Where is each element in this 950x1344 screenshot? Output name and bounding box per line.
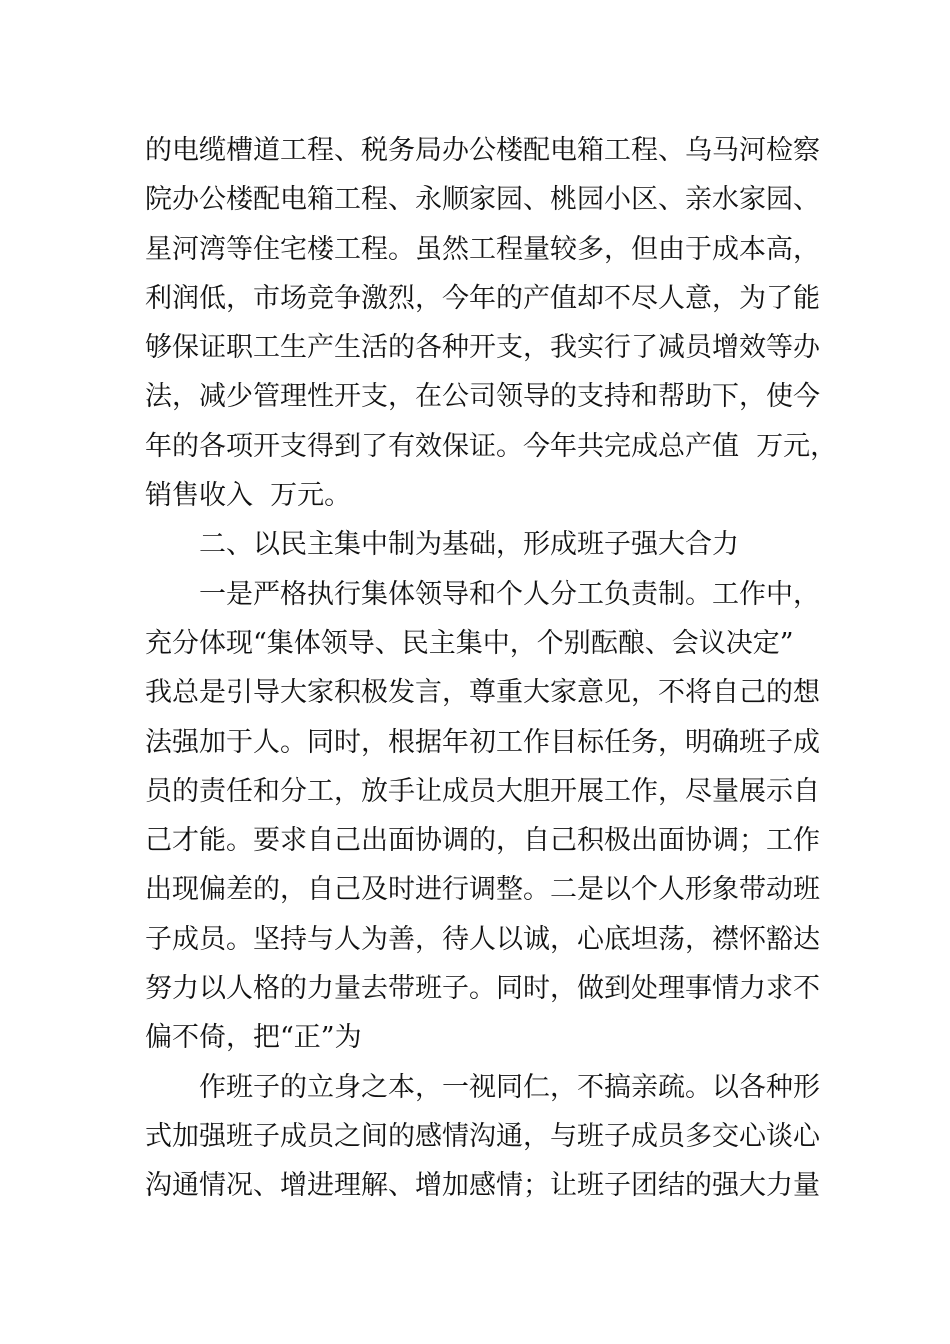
text-line: 员的责任和分工，放手让成员大胆开展工作，尽量展示自 bbox=[145, 775, 820, 807]
text-line: 我总是引导大家积极发言，尊重大家意见，不将自己的想 bbox=[145, 677, 820, 709]
text-line: 偏不倚，把“正”为 bbox=[145, 1022, 362, 1054]
text-line: 利润低，市场竞争激烈，今年的产值却不尽人意，为了能 bbox=[145, 282, 820, 314]
body-text bbox=[145, 126, 838, 1211]
text-line: 院办公楼配电箱工程、永顺家园、桃园小区、亲水家园、 bbox=[145, 184, 820, 216]
text-line: 销售收入 万元。 bbox=[145, 480, 352, 512]
text-line: 子成员。坚持与人为善，待人以诚，心底坦荡，襟怀豁达 bbox=[145, 923, 820, 955]
text-line: 式加强班子成员之间的感情沟通，与班子成员多交心谈心 bbox=[145, 1120, 820, 1152]
text-line: 己才能。要求自己出面协调的，自己积极出面协调；工作 bbox=[145, 825, 820, 857]
text-line: 出现偏差的，自己及时进行调整。二是以个人形象带动班 bbox=[145, 874, 820, 906]
text-line: 法，减少管理性开支，在公司领导的支持和帮助下，使今 bbox=[145, 381, 820, 413]
text-line: 年的各项开支得到了有效保证。今年共完成总产值 万元， bbox=[145, 430, 838, 462]
paragraph-first-line: 作班子的立身之本，一视同仁，不搞亲疏。以各种形 bbox=[199, 1071, 820, 1103]
section-heading: 二、以民主集中制为基础，形成班子强大合力 bbox=[199, 529, 739, 561]
text-line: 努力以人格的力量去带班子。同时，做到处理事情力求不 bbox=[145, 973, 820, 1005]
text-line: 法强加于人。同时，根据年初工作目标任务，明确班子成 bbox=[145, 726, 820, 758]
text-line: 够保证职工生产生活的各种开支，我实行了减员增效等办 bbox=[145, 332, 820, 364]
paragraph-first-line: 一是严格执行集体领导和个人分工负责制。工作中， bbox=[199, 578, 820, 610]
text-line: 的电缆槽道工程、税务局办公楼配电箱工程、乌马河检察 bbox=[145, 135, 820, 166]
text-line: 充分体现“集体领导、民主集中，个别酝酿、会议决定” bbox=[145, 627, 794, 659]
text-line: 星河湾等住宅楼工程。虽然工程量较多，但由于成本高， bbox=[145, 233, 820, 265]
text-line: 沟通情况、增进理解、增加感情；让班子团结的强大力量 bbox=[145, 1170, 820, 1202]
